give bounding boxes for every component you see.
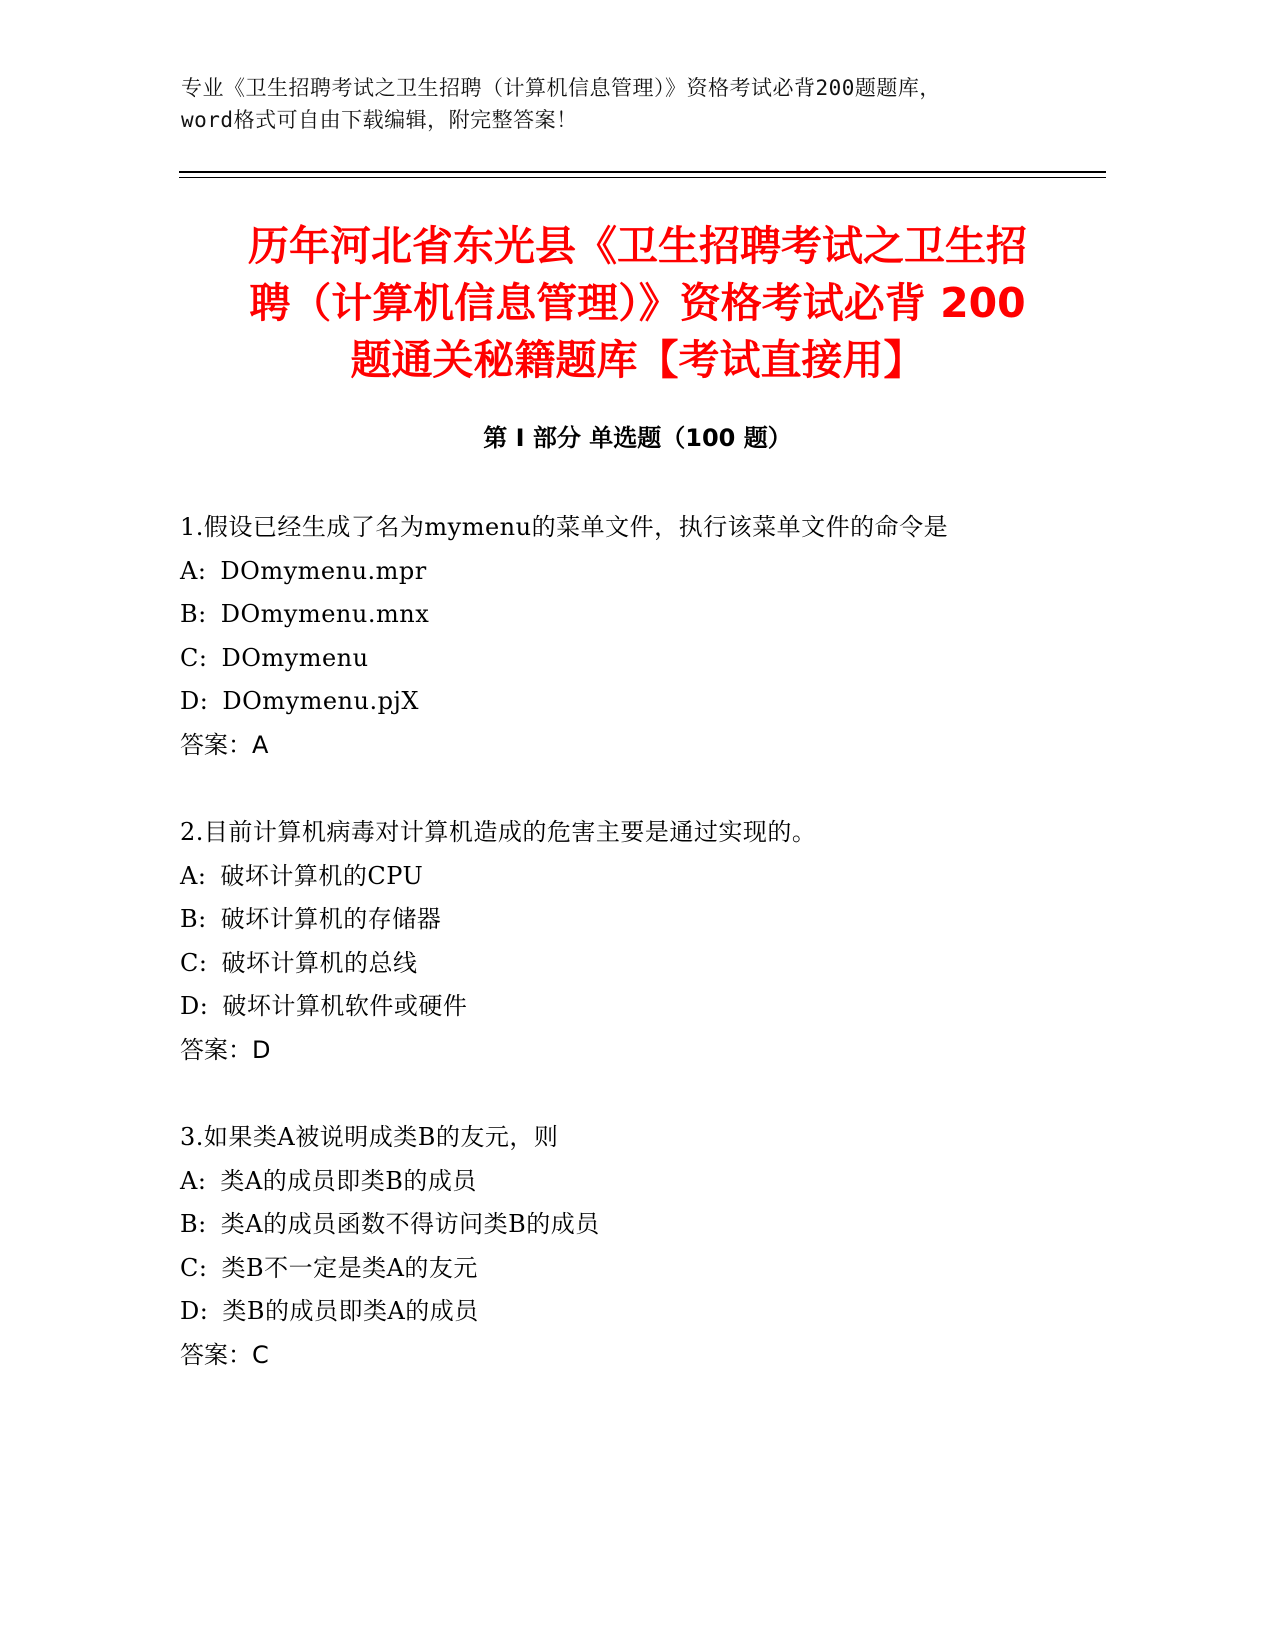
option-letter: D: — [180, 687, 209, 715]
option-letter: C: — [180, 643, 208, 672]
option-letter: B: — [180, 905, 207, 933]
document-title-line-1: 历年河北省东光县《卫生招聘考试之卫生招 — [248, 222, 1027, 270]
header-note-line-1: 专业《卫生招聘考试之卫生招聘（计算机信息管理）》资格考试必背200题题库， — [181, 76, 941, 100]
question-stem: 2.目前计算机病毒对计算机造成的危害主要是通过实现的。 — [180, 818, 817, 846]
option-text: 类A的成员函数不得访问类B的成员 — [220, 1210, 600, 1238]
option-text: 类A的成员即类B的成员 — [220, 1166, 477, 1195]
option-letter: D: — [180, 992, 209, 1020]
option-d — [180, 680, 1120, 724]
option-text: 类B不一定是类A的友元 — [221, 1253, 478, 1282]
answer-line: 答案：C — [180, 1340, 269, 1369]
question-stem: 1.假设已经生成了名为mymenu的菜单文件，执行该菜单文件的命令是 — [180, 513, 949, 541]
option-text: 类B的成员即类A的成员 — [222, 1297, 479, 1325]
option-text: DOmymenu.mpr — [220, 556, 427, 585]
option-c — [180, 1247, 1120, 1291]
option-letter: A: — [180, 861, 207, 890]
question-stem: 3.如果类A被说明成类B的友元，则 — [180, 1123, 559, 1151]
option-d — [180, 1290, 1120, 1334]
option-b — [180, 593, 1120, 637]
option-a — [180, 855, 1120, 899]
question-list — [180, 506, 1120, 1421]
option-b — [180, 898, 1120, 942]
option-c — [180, 637, 1120, 681]
option-a — [180, 550, 1120, 594]
header-divider-thin — [179, 177, 1106, 178]
answer-line: 答案：D — [180, 1035, 271, 1064]
option-text: 破坏计算机的存储器 — [220, 905, 442, 933]
option-text: 破坏计算机的CPU — [220, 861, 424, 890]
header-note — [181, 72, 1101, 136]
document-title — [160, 218, 1115, 389]
option-letter: A: — [180, 1166, 207, 1195]
section-heading: 第 I 部分 单选题（100 题） — [483, 424, 792, 452]
option-letter: B: — [180, 1210, 207, 1238]
answer-line: 答案：A — [180, 730, 269, 759]
option-text: 破坏计算机软件或硬件 — [222, 992, 468, 1020]
option-text: DOmymenu — [221, 643, 369, 672]
option-letter: D: — [180, 1297, 209, 1325]
option-text: 破坏计算机的总线 — [221, 948, 418, 977]
option-letter: C: — [180, 1253, 208, 1282]
question-item — [180, 811, 1120, 1116]
option-letter: A: — [180, 556, 207, 585]
option-text: DOmymenu.mnx — [220, 600, 430, 628]
header-note-line-2: word格式可自由下载编辑，附完整答案！ — [181, 108, 578, 132]
option-letter: C: — [180, 948, 208, 977]
document-title-line-2: 聘（计算机信息管理）》资格考试必背 200 — [249, 279, 1026, 327]
option-text: DOmymenu.pjX — [222, 687, 419, 715]
option-letter: B: — [180, 600, 207, 628]
option-c — [180, 942, 1120, 986]
question-item — [180, 1116, 1120, 1421]
option-b — [180, 1203, 1120, 1247]
header-divider-thick — [179, 171, 1106, 173]
option-a — [180, 1160, 1120, 1204]
question-item — [180, 506, 1120, 811]
option-d — [180, 985, 1120, 1029]
document-title-line-3: 题通关秘籍题库【考试直接用】 — [350, 336, 925, 384]
